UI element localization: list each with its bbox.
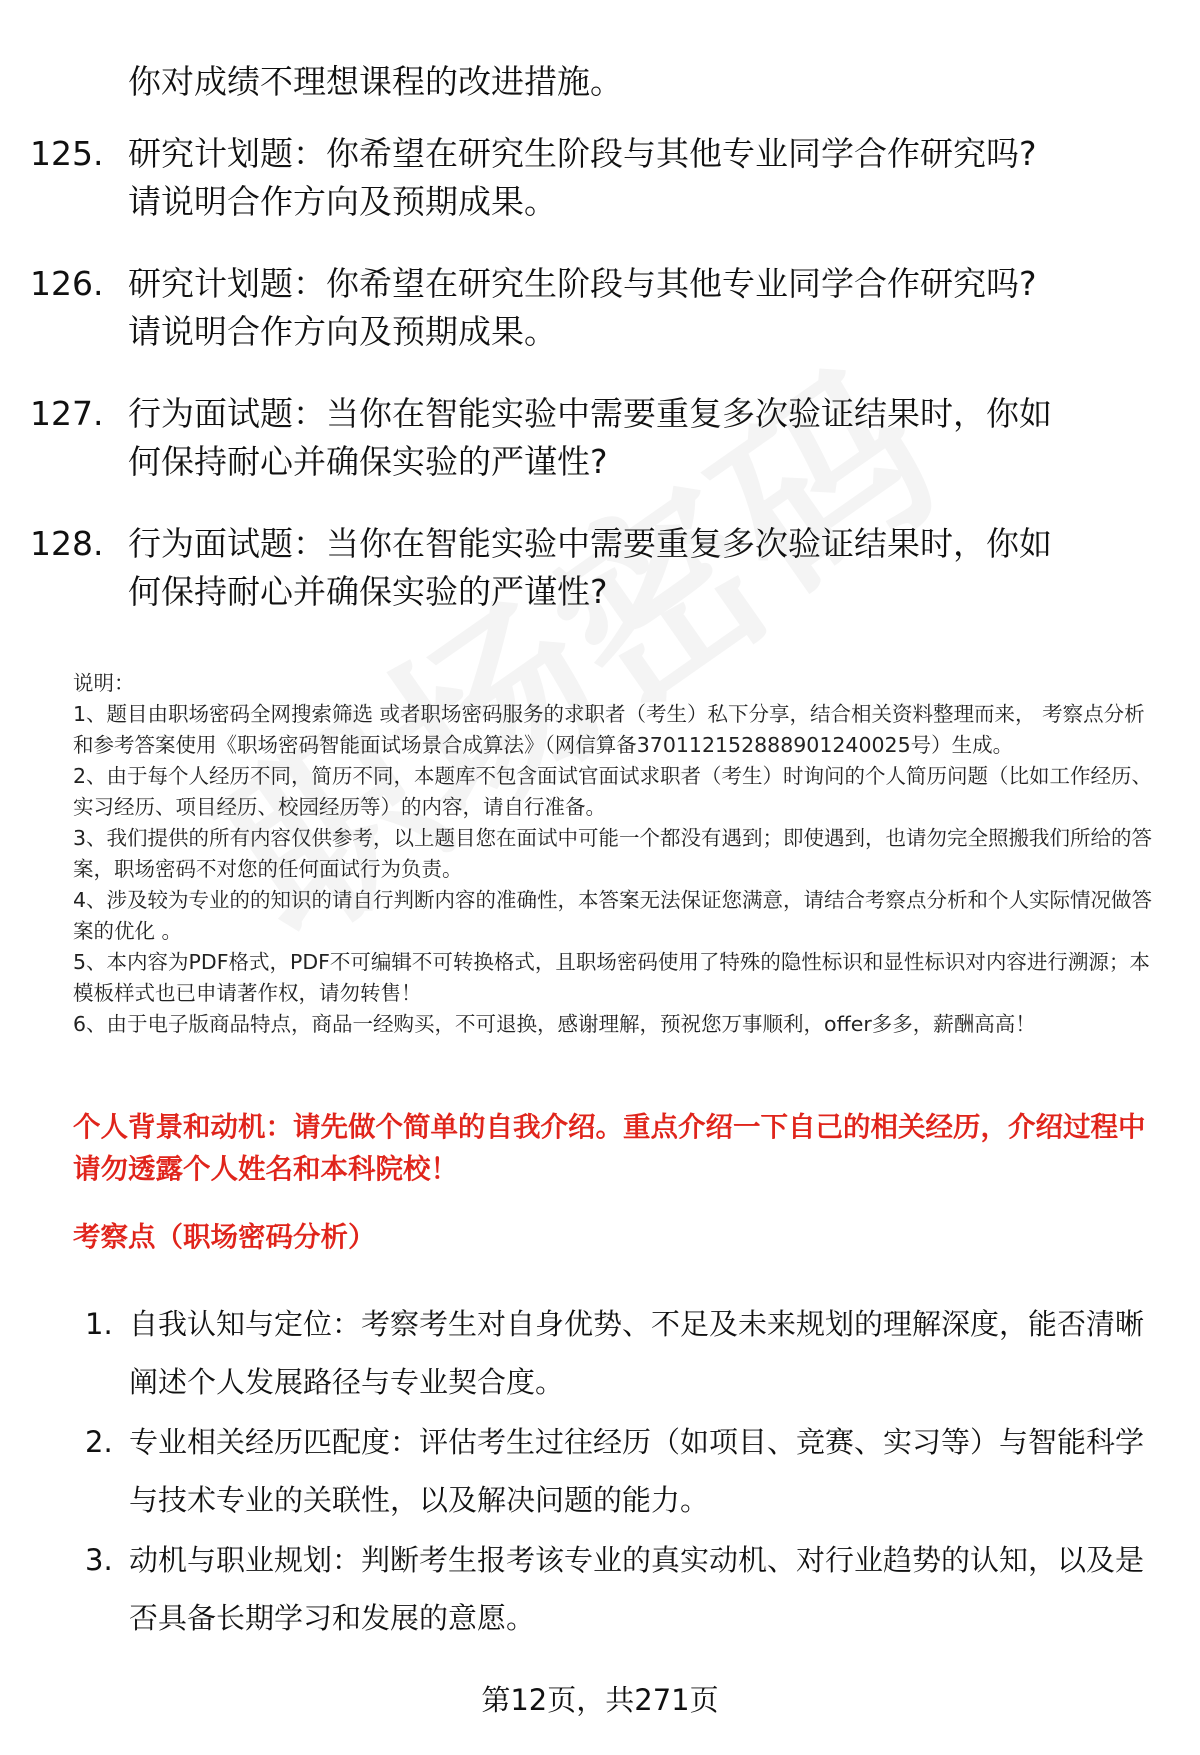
note-item: 4、涉及较为专业的的知识的请自行判断内容的准确性，本答案无法保证您满意，请结合考察点分析和个人实际情况做答案的优化 。: [73, 888, 1153, 943]
question-line: 行为面试题：当你在智能实验中需要重复多次验证结果时，你如: [128, 394, 1052, 433]
note-item: 3、我们提供的所有内容仅供参考，以上题目您在面试中可能一个都没有遇到；即使遇到，也请勿完全照搬我们所给的答案，职场密码不对您的任何面试行为负责。: [73, 826, 1153, 881]
question-number: 128.: [30, 524, 104, 563]
question-continuation: 你对成绩不理想课程的改进措施。: [128, 62, 623, 101]
question-item: [30, 260, 1170, 356]
page-footer: 第12页，共271页: [481, 1683, 719, 1717]
question-item: [30, 520, 1170, 616]
question-heading: 个人背景和动机：请先做个简单的自我介绍。重点介绍一下自己的相关经历，介绍过程中请勿透露个人姓名和本科院校！: [73, 1111, 1146, 1185]
note-item: 5、本内容为PDF格式，PDF不可编辑不可转换格式，且职场密码使用了特殊的隐性标识和显性标识对内容进行溯源；本模板样式也已申请著作权，请勿转售！: [73, 950, 1150, 1005]
analysis-subheading: 考察点（职场密码分析）: [73, 1221, 376, 1253]
question-line: 研究计划题：你希望在研究生阶段与其他专业同学合作研究吗?: [128, 134, 1037, 173]
analysis-points: [73, 1295, 1163, 1649]
list-text: 自我认知与定位：考察考生对自身优势、不足及未来规划的理解深度，能否清晰阐述个人发展路径与专业契合度。: [129, 1307, 1145, 1399]
question-item: [30, 390, 1170, 486]
list-number: 3.: [85, 1543, 113, 1577]
list-text: 动机与职业规划：判断考生报考该专业的真实动机、对行业趋势的认知，以及是否具备长期学习和发展的意愿。: [129, 1543, 1145, 1635]
note-item: 1、题目由职场密码全网搜索筛选 或者职场密码服务的求职者（考生）私下分享，结合相关资料整理而来， 考察点分析和参考答案使用《职场密码智能面试场景合成算法》（网信算备370112152888901240025号）生成。: [73, 702, 1145, 757]
question-line: 研究计划题：你希望在研究生阶段与其他专业同学合作研究吗?: [128, 264, 1037, 303]
notes-title: 说明：: [73, 671, 135, 695]
question-number: 126.: [30, 264, 104, 303]
question-line: 行为面试题：当你在智能实验中需要重复多次验证结果时，你如: [128, 524, 1052, 563]
question-line: 何保持耐心并确保实验的严谨性?: [128, 442, 608, 481]
notes-section: [73, 668, 1163, 1040]
question-item: [30, 130, 1170, 226]
list-item: [73, 1531, 1163, 1647]
question-line: 请说明合作方向及预期成果。: [128, 182, 557, 221]
list-number: 2.: [85, 1425, 113, 1459]
list-number: 1.: [85, 1307, 113, 1341]
note-item: 6、由于电子版商品特点，商品一经购买，不可退换，感谢理解，预祝您万事顺利，offer多多，薪酬高高！: [73, 1012, 1036, 1036]
question-line: 何保持耐心并确保实验的严谨性?: [128, 572, 608, 611]
question-number: 125.: [30, 134, 104, 173]
list-item: [73, 1295, 1163, 1411]
list-item: [73, 1413, 1163, 1529]
list-text: 专业相关经历匹配度：评估考生过往经历（如项目、竞赛、实习等）与智能科学与技术专业的关联性，以及解决问题的能力。: [129, 1425, 1145, 1517]
question-line: 请说明合作方向及预期成果。: [128, 312, 557, 351]
note-item: 2、由于每个人经历不同，简历不同，本题库不包含面试官面试求职者（考生）时询问的个人简历问题（比如工作经历、实习经历、项目经历、校园经历等）的内容，请自行准备。: [73, 764, 1153, 819]
question-number: 127.: [30, 394, 104, 433]
